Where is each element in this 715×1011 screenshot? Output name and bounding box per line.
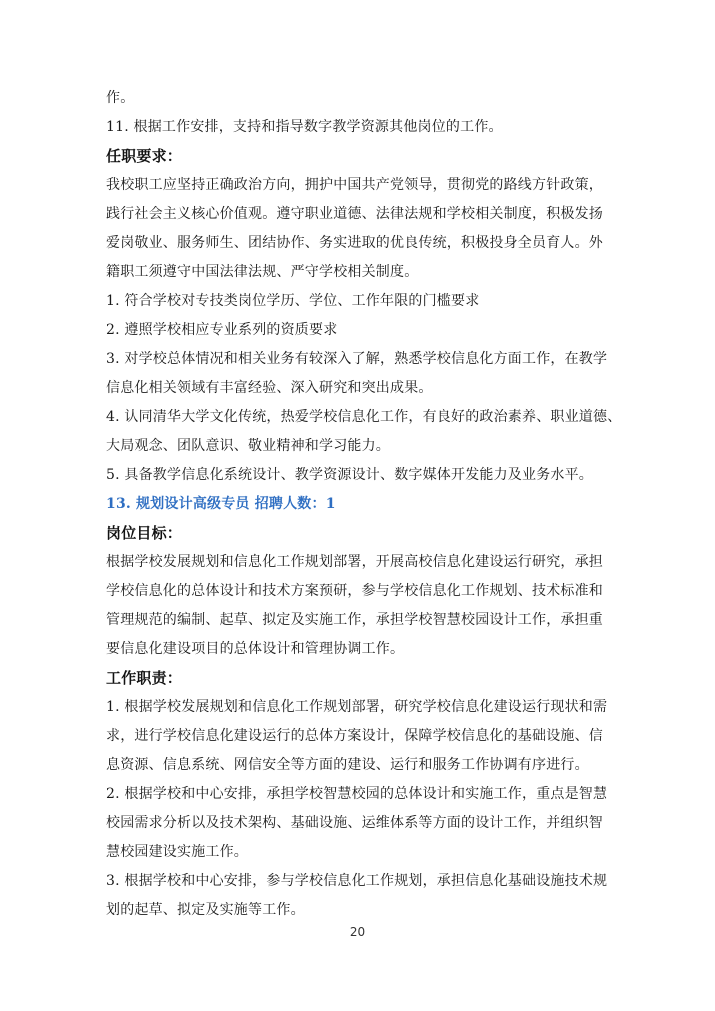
text-line: 求，进行学校信息化建设运行的总体方案设计，保障学校信息化的基础设施、信 xyxy=(106,728,603,744)
text-line: 1. 根据学校发展规划和信息化工作规划部署，研究学校信息化建设运行现状和需 xyxy=(106,699,608,715)
text-line: 籍职工须遵守中国法律法规、严守学校相关制度。 xyxy=(106,264,419,280)
section-heading: 任职要求： xyxy=(106,147,183,165)
section-heading: 工作职责： xyxy=(106,669,183,687)
text-line: 3. 对学校总体情况和相关业务有较深入了解，熟悉学校信息化方面工作，在教学 xyxy=(106,351,608,367)
text-line: 践行社会主义核心价值观。遵守职业道德、法律法规和学校相关制度，积极发扬 xyxy=(106,206,603,222)
text-line: 大局观念、团队意识、敬业精神和学习能力。 xyxy=(106,438,390,454)
text-line: 息资源、信息系统、网信安全等方面的建设、运行和服务工作协调有序进行。 xyxy=(106,757,589,773)
text-line: 作。 xyxy=(106,90,135,106)
text-line: 学校信息化的总体设计和技术方案预研，参与学校信息化工作规划、技术标准和 xyxy=(106,583,603,599)
text-line: 我校职工应坚持正确政治方向，拥护中国共产党领导，贯彻党的路线方针政策， xyxy=(106,177,603,193)
page-number: 20 xyxy=(349,925,366,939)
text-line: 校园需求分析以及技术架构、基础设施、运维体系等方面的设计工作，并组织智 xyxy=(106,815,603,831)
text-line: 爱岗敬业、服务师生、团结协作、务实进取的优良传统，积极投身全员育人。外 xyxy=(106,235,603,251)
text-line: 根据学校发展规划和信息化工作规划部署，开展高校信息化建设运行研究，承担 xyxy=(106,554,603,570)
text-line: 慧校园建设实施工作。 xyxy=(106,844,248,860)
text-line: 2. 遵照学校相应专业系列的资质要求 xyxy=(106,322,338,338)
text-line: 11. 根据工作安排，支持和指导数字教学资源其他岗位的工作。 xyxy=(106,119,503,135)
text-line: 5. 具备教学信息化系统设计、教学资源设计、数字媒体开发能力及业务水平。 xyxy=(106,467,594,483)
text-line: 3. 根据学校和中心安排，参与学校信息化工作规划，承担信息化基础设施技术规 xyxy=(106,873,608,889)
position-title: 13. 规划设计高级专员 招聘人数：1 xyxy=(106,496,336,512)
text-line: 1. 符合学校对专技类岗位学历、学位、工作年限的门槛要求 xyxy=(106,293,480,309)
text-line: 要信息化建设项目的总体设计和管理协调工作。 xyxy=(106,641,405,657)
document-body xyxy=(106,84,622,925)
text-line: 2. 根据学校和中心安排，承担学校智慧校园的总体设计和实施工作，重点是智慧 xyxy=(106,786,608,802)
text-line: 管理规范的编制、起草、拟定及实施工作，承担学校智慧校园设计工作，承担重 xyxy=(106,612,603,628)
section-heading: 岗位目标： xyxy=(106,524,183,542)
text-line: 划的起草、拟定及实施等工作。 xyxy=(106,902,305,918)
text-line: 4. 认同清华大学文化传统，热爱学校信息化工作，有良好的政治素养、职业道德、 xyxy=(106,409,622,425)
text-line: 信息化相关领域有丰富经验、深入研究和突出成果。 xyxy=(106,380,433,396)
